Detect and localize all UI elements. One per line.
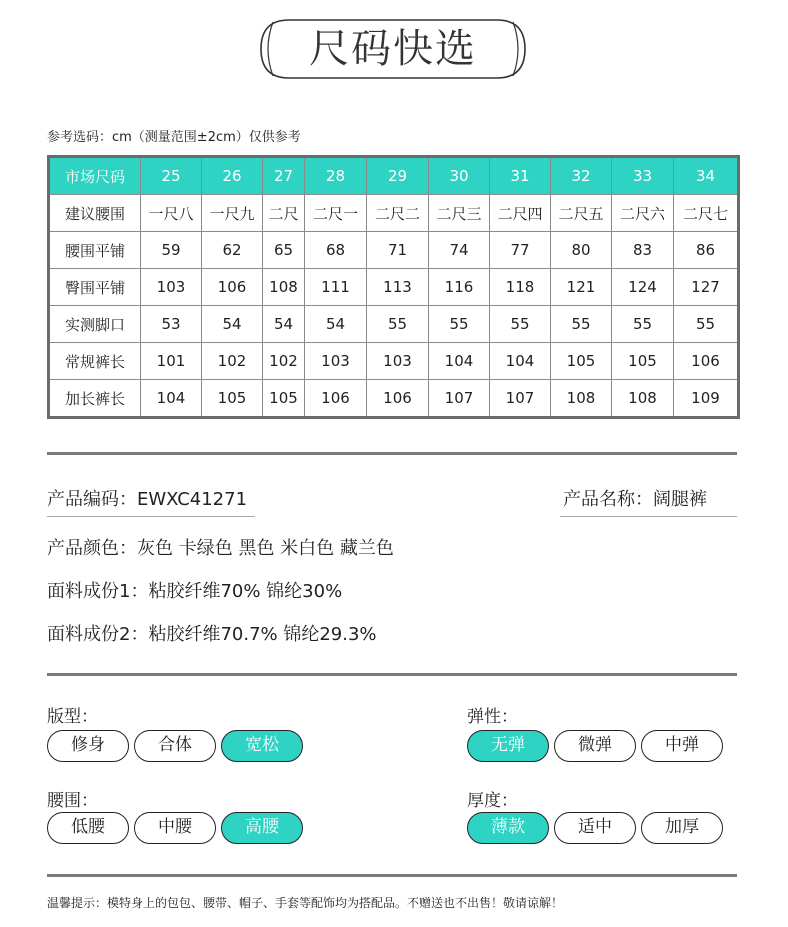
table-cell: 103 bbox=[305, 343, 367, 380]
footer-notice: 温馨提示：模特身上的包包、腰带、帽子、手套等配饰均为搭配品。不赠送也不出售！敬请谅解！ bbox=[47, 896, 564, 910]
fabric-composition-1: 面料成份1：粘胶纤维70% 锦纶30% bbox=[47, 581, 343, 602]
product-code-underline bbox=[47, 516, 255, 517]
table-cell: 106 bbox=[674, 343, 739, 380]
table-cell: 103 bbox=[367, 343, 429, 380]
waist-option-high: 高腰 bbox=[221, 812, 303, 844]
table-cell: 108 bbox=[263, 269, 305, 306]
table-cell: 116 bbox=[429, 269, 490, 306]
table-cell: 124 bbox=[612, 269, 674, 306]
table-cell: 111 bbox=[305, 269, 367, 306]
table-cell: 77 bbox=[490, 232, 551, 269]
divider bbox=[47, 452, 737, 455]
row-label-cell: 实测脚口 bbox=[49, 306, 141, 343]
stretch-option-none: 无弹 bbox=[467, 730, 549, 762]
table-cell: 102 bbox=[263, 343, 305, 380]
reference-note: 参考选码：cm（测量范围±2cm）仅供参考 bbox=[47, 130, 301, 145]
table-cell: 102 bbox=[202, 343, 263, 380]
table-cell: 55 bbox=[551, 306, 612, 343]
title-banner bbox=[259, 18, 527, 80]
table-cell: 83 bbox=[612, 232, 674, 269]
table-cell: 28 bbox=[305, 157, 367, 195]
row-label-cell: 常规裤长 bbox=[49, 343, 141, 380]
table-cell: 68 bbox=[305, 232, 367, 269]
table-row bbox=[49, 269, 739, 306]
table-cell: 55 bbox=[674, 306, 739, 343]
table-cell: 27 bbox=[263, 157, 305, 195]
table-cell: 二尺三 bbox=[429, 195, 490, 232]
page-title: 尺码快选 bbox=[309, 26, 477, 72]
product-colors: 产品颜色：灰色 卡绿色 黑色 米白色 藏兰色 bbox=[47, 538, 394, 559]
table-cell: 53 bbox=[141, 306, 202, 343]
table-cell: 一尺九 bbox=[202, 195, 263, 232]
stretch-option-medium: 中弹 bbox=[641, 730, 723, 762]
divider bbox=[47, 673, 737, 676]
row-label-cell: 加长裤长 bbox=[49, 380, 141, 418]
table-cell: 二尺 bbox=[263, 195, 305, 232]
table-cell: 106 bbox=[202, 269, 263, 306]
table-cell: 54 bbox=[202, 306, 263, 343]
waist-option-mid: 中腰 bbox=[134, 812, 216, 844]
table-cell: 121 bbox=[551, 269, 612, 306]
table-row bbox=[49, 343, 739, 380]
fit-label: 版型： bbox=[47, 707, 98, 727]
thickness-label: 厚度： bbox=[467, 791, 518, 811]
table-cell: 108 bbox=[551, 380, 612, 418]
product-code: 产品编码：EWXC41271 bbox=[47, 489, 248, 510]
table-cell: 55 bbox=[490, 306, 551, 343]
table-cell: 107 bbox=[490, 380, 551, 418]
table-cell: 104 bbox=[490, 343, 551, 380]
table-cell: 二尺二 bbox=[367, 195, 429, 232]
table-cell: 104 bbox=[141, 380, 202, 418]
row-label-cell: 腰围平铺 bbox=[49, 232, 141, 269]
table-cell: 127 bbox=[674, 269, 739, 306]
table-cell: 65 bbox=[263, 232, 305, 269]
table-cell: 34 bbox=[674, 157, 739, 195]
waist-option-low: 低腰 bbox=[47, 812, 129, 844]
table-cell: 113 bbox=[367, 269, 429, 306]
table-cell: 103 bbox=[141, 269, 202, 306]
table-cell: 107 bbox=[429, 380, 490, 418]
table-cell: 25 bbox=[141, 157, 202, 195]
waist-label: 腰围： bbox=[47, 791, 98, 811]
table-cell: 108 bbox=[612, 380, 674, 418]
table-cell: 104 bbox=[429, 343, 490, 380]
row-label-cell: 市场尺码 bbox=[49, 157, 141, 195]
product-name: 产品名称：阔腿裤 bbox=[563, 489, 707, 510]
stretch-option-slight: 微弹 bbox=[554, 730, 636, 762]
table-cell: 二尺七 bbox=[674, 195, 739, 232]
table-row bbox=[49, 195, 739, 232]
table-row bbox=[49, 306, 739, 343]
table-cell: 105 bbox=[612, 343, 674, 380]
table-cell: 71 bbox=[367, 232, 429, 269]
table-cell: 二尺六 bbox=[612, 195, 674, 232]
thickness-option-thin: 薄款 bbox=[467, 812, 549, 844]
table-cell: 80 bbox=[551, 232, 612, 269]
fabric-composition-2: 面料成份2：粘胶纤维70.7% 锦纶29.3% bbox=[47, 624, 377, 645]
table-cell: 106 bbox=[367, 380, 429, 418]
divider bbox=[47, 874, 737, 877]
table-row bbox=[49, 380, 739, 418]
table-cell: 54 bbox=[305, 306, 367, 343]
table-cell: 106 bbox=[305, 380, 367, 418]
table-cell: 54 bbox=[263, 306, 305, 343]
table-cell: 29 bbox=[367, 157, 429, 195]
fit-option-loose: 宽松 bbox=[221, 730, 303, 762]
product-name-underline bbox=[560, 516, 737, 517]
table-cell: 55 bbox=[612, 306, 674, 343]
table-cell: 一尺八 bbox=[141, 195, 202, 232]
table-cell: 105 bbox=[202, 380, 263, 418]
table-cell: 74 bbox=[429, 232, 490, 269]
table-cell: 55 bbox=[429, 306, 490, 343]
fit-option-regular: 合体 bbox=[134, 730, 216, 762]
fit-option-slim: 修身 bbox=[47, 730, 129, 762]
table-header-row bbox=[49, 157, 739, 195]
table-cell: 109 bbox=[674, 380, 739, 418]
row-label-cell: 建议腰围 bbox=[49, 195, 141, 232]
table-cell: 二尺四 bbox=[490, 195, 551, 232]
table-cell: 105 bbox=[263, 380, 305, 418]
table-cell: 105 bbox=[551, 343, 612, 380]
table-cell: 31 bbox=[490, 157, 551, 195]
table-cell: 32 bbox=[551, 157, 612, 195]
table-cell: 55 bbox=[367, 306, 429, 343]
table-cell: 二尺五 bbox=[551, 195, 612, 232]
thickness-option-medium: 适中 bbox=[554, 812, 636, 844]
table-cell: 59 bbox=[141, 232, 202, 269]
table-cell: 33 bbox=[612, 157, 674, 195]
table-cell: 26 bbox=[202, 157, 263, 195]
table-row bbox=[49, 232, 739, 269]
table-cell: 二尺一 bbox=[305, 195, 367, 232]
thickness-option-thick: 加厚 bbox=[641, 812, 723, 844]
table-cell: 101 bbox=[141, 343, 202, 380]
table-cell: 30 bbox=[429, 157, 490, 195]
size-chart-table bbox=[47, 155, 740, 419]
row-label-cell: 臀围平铺 bbox=[49, 269, 141, 306]
table-cell: 62 bbox=[202, 232, 263, 269]
stretch-label: 弹性： bbox=[467, 707, 518, 727]
table-cell: 118 bbox=[490, 269, 551, 306]
table-cell: 86 bbox=[674, 232, 739, 269]
